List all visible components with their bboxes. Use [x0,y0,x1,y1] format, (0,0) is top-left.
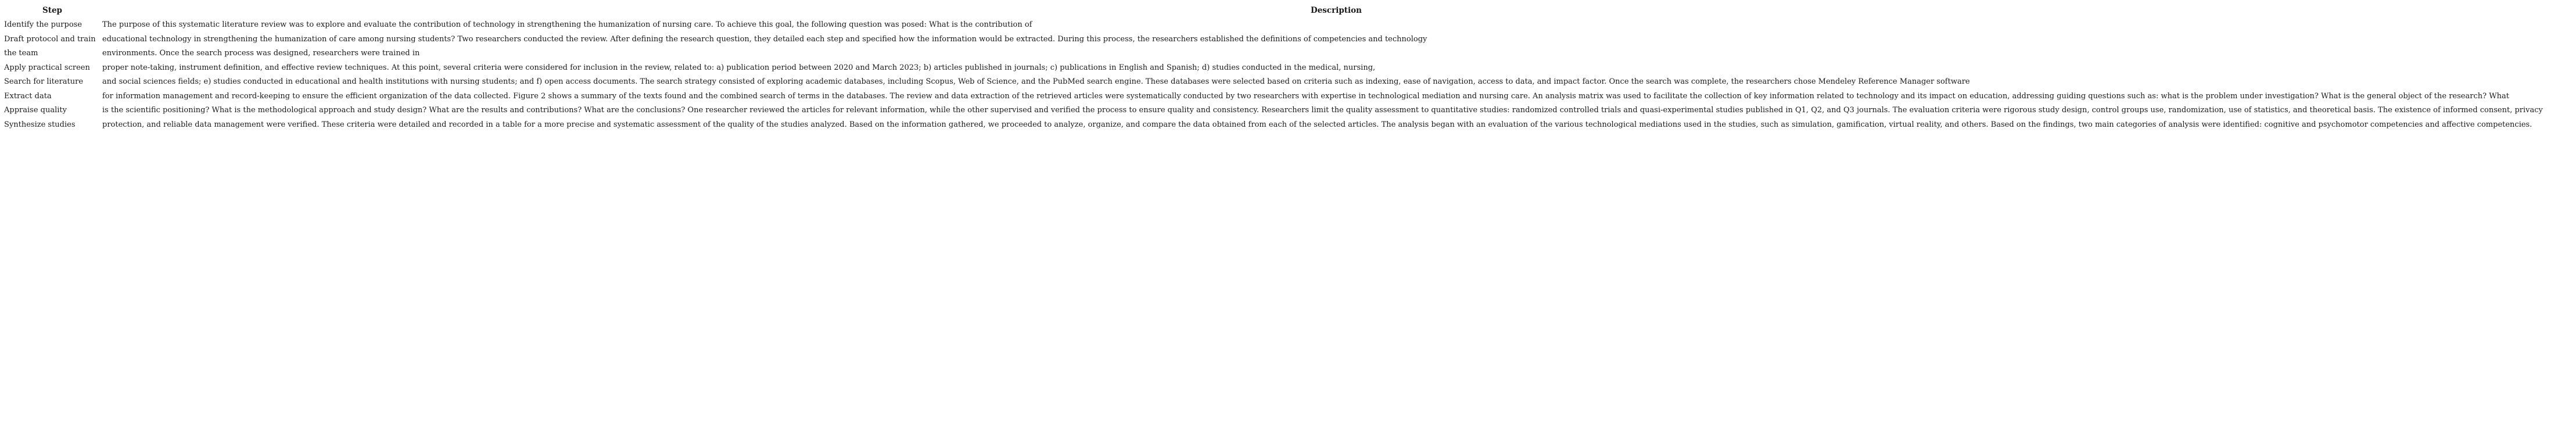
description-line: educational technology in strengthening the humanization of care among nursing students? Two researchers conducted the review. After defining the research question, they detailed each step and specified how the information would be extracted. During this process, the researchers established the definitions of competencies and technology [102,34,1427,44]
description-line: is the scientific positioning? What is the methodological approach and study design? What are the results and contributions? What are the conclusions? One researcher reviewed the articles for relevant information, while the other supervised and verified the process to ensure quality and consistency. Researchers limit the quality assessment to quantitative studies: randomized controlled trials and quasi-experimental studies published in Q1, Q2, and Q3 journals. The evaluation criteria were rigorous study design, control groups use, randomization, use of statistics, and theoretical basis. The existence of informed consent, privacy [102,106,2543,115]
description-column [102,18,2571,132]
step-line: the team [4,49,38,58]
description-line: environments. Once the search process was designed, researchers were trained in [102,49,420,58]
step-column [4,18,97,132]
description-line: and social sciences fields; e) studies conducted in educational and health institutions with nursing students; and f) open access documents. The search strategy consisted of exploring academic databases, including Scopus, Web of Science, and the PubMed search engine. These databases were selected based on criteria such as indexing, ease of navigation, access to data, and impact factor. Once the search was complete, the researchers chose Mendeley Reference Manager software [102,77,1970,86]
step-line: Draft protocol and train [4,34,96,44]
description-line: proper note-taking, instrument definition, and effective review techniques. At this point, several criteria were considered for inclusion in the review, related to: a) publication period between 2020 and March 2023; b) articles published in journals; c) publications in English and Spanish; d) studies conducted in the medical, nursing, [102,63,1376,72]
description-line: for information management and record-keeping to ensure the efficient organization of the data collected. Figure 2 shows a summary of the texts found and the combined search of terms in the databases. The review and data extraction of the retrieved articles were systematically conducted by two researchers with expertise in technological mediation and nursing care. An analysis matrix was used to facilitate the collection of key information related to technology and its impact on education, addressing guiding questions such as: what is the problem under investigation? What is the general object of the research? What [102,91,2509,101]
step-column-header: Step [42,6,62,15]
description-line: The purpose of this systematic literature review was to explore and evaluate the contribution of technology in strengthening the humanization of nursing care. To achieve this goal, the following question was posed: What is the contribution of [102,20,1032,29]
step-line: Search for literature [4,77,84,86]
step-line: Apply practical screen [4,63,90,72]
description-column-header: Description [1311,6,1362,15]
step-line: Identify the purpose [4,20,82,29]
step-line: Synthesize studies [4,120,76,129]
step-line: Extract data [4,91,52,101]
step-line: Appraise quality [4,106,67,115]
description-line: protection, and reliable data management were verified. These criteria were detailed and recorded in a table for a more precise and systematic assessment of the quality of the studies analyzed. Based on the information gathered, we proceeded to analyze, organize, and compare the data obtained from each of the selected articles. The analysis began with an evaluation of the various technological mediations used in the studies, such as simulation, gamification, virtual reality, and others. Based on the findings, two main categories of analysis were identified: cognitive and psychomotor competencies and affective competencies. [102,120,2532,129]
